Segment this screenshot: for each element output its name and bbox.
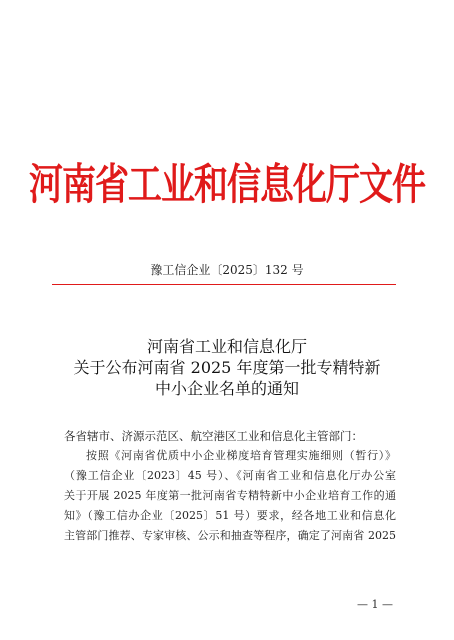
notice-body: [64, 426, 396, 546]
title-line-subject: 关于公布河南省 2025 年度第一批专精特新: [73, 358, 381, 377]
paragraph-line: 按照《河南省优质中小企业梯度培育管理实施细则（暂行）》: [86, 449, 396, 462]
document-number: 豫工信企业〔2025〕132 号: [150, 263, 304, 277]
paragraph-line: 关于开展 2025 年度第一批河南省专精特新中小企业培育工作的通: [64, 489, 396, 502]
title-line-issuer: 河南省工业和信息化厅: [146, 337, 307, 356]
notice-title: [0, 336, 454, 399]
page-number: — 1 —: [357, 598, 393, 611]
document-masthead: 河南省工业和信息化厅文件: [29, 160, 425, 210]
paragraph-line: 主管部门推荐、专家审核、公示和抽查等程序，确定了河南省 2025: [64, 529, 396, 542]
salutation: 各省辖市、济源示范区、航空港区工业和信息化主管部门：: [64, 429, 363, 443]
paragraph-line: 知》（豫工信办企业〔2025〕51 号）要求，经各地工业和信息化: [64, 509, 396, 522]
title-line-subject-end: 中小企业名单的通知: [154, 379, 299, 398]
paragraph-line: （豫工信企业〔2023〕45 号）、《河南省工业和信息化厅办公室: [64, 469, 396, 482]
red-separator-line: [52, 284, 396, 285]
